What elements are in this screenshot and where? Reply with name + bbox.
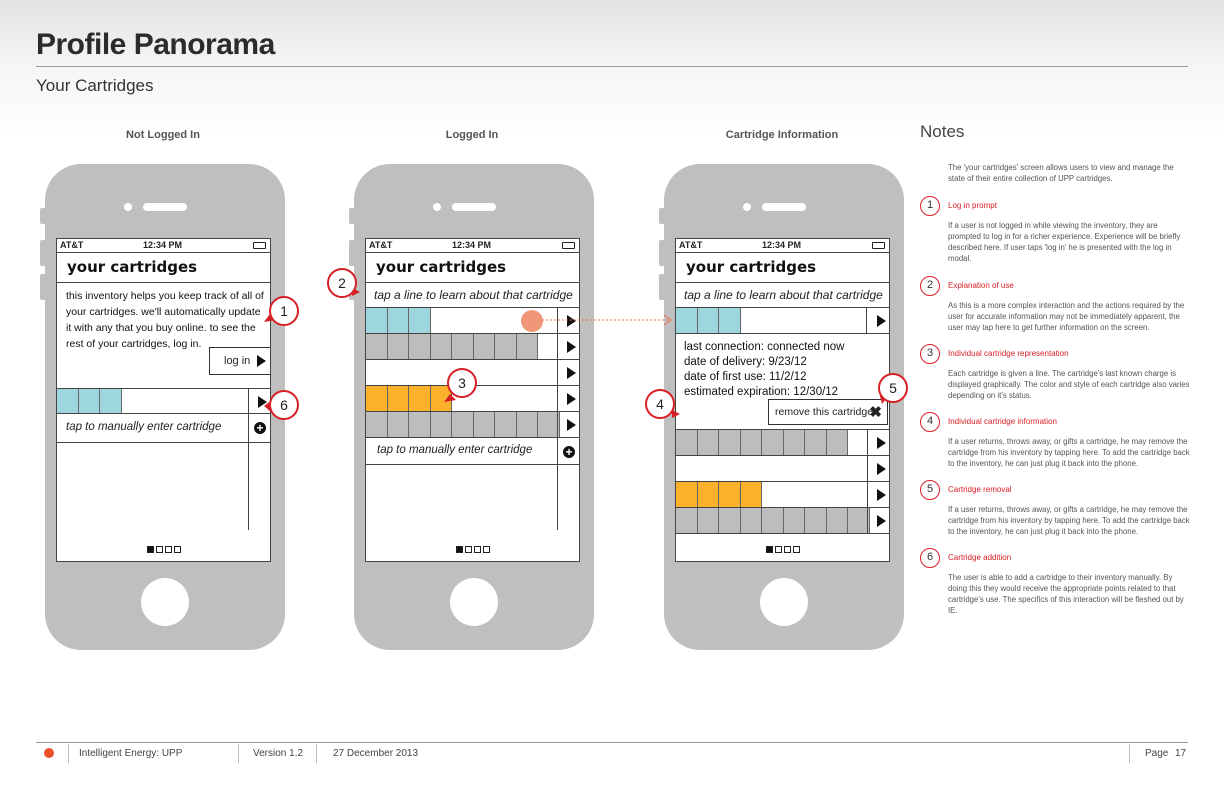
battery-icon (562, 242, 575, 249)
note-number: 5 (920, 480, 940, 500)
charge-cells (676, 308, 741, 333)
notes-intro: The 'your cartridges' screen allows users to view and manage the state of their entire collection of UPP cartridges. (948, 163, 1174, 183)
camera (433, 203, 441, 211)
callout-5: 5 (878, 373, 908, 403)
list-divider (248, 388, 249, 530)
carrier-label: AT&T (369, 240, 393, 250)
footer-page-label: Page (1145, 748, 1169, 759)
note-title: Log in prompt (948, 201, 997, 210)
clock: 12:34 PM (762, 240, 802, 250)
footer-version: Version 1.2 (253, 748, 304, 759)
phone-logged-in (354, 164, 594, 650)
manual-entry-label: tap to manually enter cartridge (66, 421, 222, 433)
chevron-right-icon[interactable] (567, 341, 576, 353)
footer-separator (68, 744, 69, 763)
status-bar (676, 239, 889, 253)
callout-4: 4 (645, 389, 675, 419)
remove-cartridge-label: remove this cartridge (775, 406, 874, 418)
footer-divider (36, 742, 1188, 743)
manual-entry-label: tap to manually enter cartridge (377, 444, 533, 456)
status-bar (366, 239, 579, 253)
remove-cartridge-button[interactable] (768, 399, 888, 425)
home-button (141, 578, 189, 626)
phone-not-logged-in (45, 164, 285, 650)
charge-cells (366, 412, 560, 437)
cartridge-info-lines (684, 340, 844, 400)
log-in-label: log in (224, 355, 251, 367)
battery-icon (253, 242, 266, 249)
log-in-button[interactable] (209, 347, 271, 375)
charge-cells (676, 482, 762, 507)
chevron-right-icon[interactable] (877, 489, 886, 501)
page-subtitle: Your Cartridges (36, 76, 154, 95)
page-title: Profile Panorama (36, 28, 275, 61)
note-title: Individual cartridge representation (948, 349, 1069, 358)
manual-entry-row[interactable] (57, 414, 270, 443)
page-indicator (456, 546, 490, 553)
cartridge-row[interactable] (366, 334, 579, 360)
list-divider (867, 430, 868, 534)
note-body: If a user is not logged in while viewing the inventory, they are prompted to log in for a richer experience. Experience will be briefly described here. If user taps 'log in' he is presented with the log in modal. (948, 221, 1181, 263)
footer-date: 27 December 2013 (333, 748, 419, 759)
speaker (762, 203, 806, 211)
note-number: 3 (920, 344, 940, 364)
callout-2: 2 (327, 268, 357, 298)
volume-down-button (659, 274, 665, 300)
footer-separator (238, 744, 239, 763)
column-heading-logged-in: Logged In (445, 129, 499, 141)
carrier-label: AT&T (679, 240, 703, 250)
note-body: If a user returns, throws away, or gifts a cartridge, he may remove the cartridge from his inventory by tapping here. To add the cartridge back to the inventory, he can just plug it back into the phone. (948, 437, 1190, 468)
cartridge-row[interactable] (676, 456, 889, 482)
footer-separator (316, 744, 317, 763)
chevron-right-icon[interactable] (877, 463, 886, 475)
header-divider (36, 66, 1188, 67)
note-number: 4 (920, 412, 940, 432)
note-body: Each cartridge is given a line. The cartridge's last known charge is displayed graphically. The color and style of each cartridge also varies depending on it's status. (948, 369, 1190, 400)
cartridge-row[interactable] (676, 482, 889, 508)
explanation-hint[interactable]: tap a line to learn about that cartridge (366, 283, 579, 308)
chevron-right-icon[interactable] (567, 419, 576, 431)
volume-up-button (349, 240, 355, 266)
list-divider (557, 308, 558, 530)
battery-icon (872, 242, 885, 249)
play-arrow-icon (257, 355, 266, 367)
cartridge-row-selected[interactable] (676, 308, 889, 334)
screen-title: your cartridges (366, 253, 579, 283)
home-button (760, 578, 808, 626)
charge-cells (366, 334, 538, 359)
charge-cells (676, 430, 848, 455)
charge-cells (57, 389, 122, 413)
delivery-date: date of delivery: 9/23/12 (684, 356, 807, 368)
explanation-hint[interactable]: tap a line to learn about that cartridge (676, 283, 889, 308)
phone-screen (365, 238, 580, 562)
chevron-right-icon[interactable] (877, 437, 886, 449)
footer-page-number: 17 (1175, 748, 1187, 759)
close-icon: ✖ (869, 404, 882, 421)
add-icon[interactable]: + (254, 422, 266, 434)
chevron-right-icon[interactable] (877, 315, 886, 327)
phone-screen (675, 238, 890, 562)
callout-3: 3 (447, 368, 477, 398)
camera (743, 203, 751, 211)
speaker (143, 203, 187, 211)
last-connection: last connection: connected now (684, 341, 845, 353)
cartridge-row[interactable] (366, 412, 579, 438)
note-body: As this is a more complex interaction and the actions required by the user for accurate information may not be immediately apparent, the user may tap here to get further information on the screen. (948, 301, 1185, 332)
notes-title: Notes (920, 122, 965, 141)
note-number: 1 (920, 196, 940, 216)
charge-cells (366, 308, 431, 333)
phone-cartridge-information (664, 164, 904, 650)
volume-up-button (40, 240, 46, 266)
speaker (452, 203, 496, 211)
cartridge-info-panel[interactable] (676, 334, 889, 430)
callout-1: 1 (269, 296, 299, 326)
brand-logo-icon (44, 748, 54, 758)
mute-switch (40, 208, 46, 224)
screen-title: your cartridges (676, 253, 889, 283)
manual-entry-row[interactable] (366, 438, 579, 465)
note-body: The user is able to add a cartridge to their inventory manually. By doing this they would receive the appropriate points related to that cartridge's use. The specifics of this interaction will be fleshed out by IE. (948, 573, 1184, 615)
note-title: Cartridge removal (948, 485, 1012, 494)
column-heading-cartridge-information: Cartridge Information (725, 129, 839, 141)
charge-cells (676, 508, 870, 533)
home-button (450, 578, 498, 626)
cartridge-row[interactable] (676, 508, 889, 534)
column-heading-not-logged-in: Not Logged In (126, 129, 200, 141)
charge-cells (366, 386, 452, 411)
volume-up-button (659, 240, 665, 266)
add-icon[interactable]: + (563, 446, 575, 458)
clock: 12:34 PM (143, 240, 183, 250)
phone-screen (56, 238, 271, 562)
note-number: 6 (920, 548, 940, 568)
callout-6: 6 (269, 390, 299, 420)
note-body: If a user returns, throws away, or gifts a cartridge, he may remove the cartridge from his inventory by tapping here. To add the cartridge back to the inventory, he can just plug it back into the phone. (948, 505, 1190, 536)
carrier-label: AT&T (60, 240, 84, 250)
page-indicator (766, 546, 800, 553)
status-bar (57, 239, 270, 253)
callout-pointers (0, 0, 1, 1)
first-use-date: date of first use: 11/2/12 (684, 371, 807, 383)
mute-switch (349, 208, 355, 224)
note-title: Explanation of use (948, 281, 1014, 290)
volume-down-button (40, 274, 46, 300)
note-number: 2 (920, 276, 940, 296)
footer-company: Intelligent Energy: UPP (79, 748, 183, 759)
page-indicator (147, 546, 181, 553)
transition-arrow (540, 312, 680, 328)
cartridge-row[interactable] (676, 430, 889, 456)
chevron-right-icon[interactable] (877, 515, 886, 527)
chevron-right-icon[interactable] (567, 367, 576, 379)
clock: 12:34 PM (452, 240, 492, 250)
footer-separator (1129, 744, 1130, 763)
estimated-expiration: estimated expiration: 12/30/12 (684, 386, 839, 398)
inventory-intro-text: this inventory helps you keep track of all of your cartridges. we'll automatically update it with any that you buy online. to see the rest of your cartridges, log in. (66, 290, 264, 350)
chevron-right-icon[interactable] (567, 393, 576, 405)
camera (124, 203, 132, 211)
note-title: Cartridge addition (948, 553, 1012, 562)
mute-switch (659, 208, 665, 224)
note-title: Individual cartridge information (948, 417, 1057, 426)
cartridge-row[interactable] (57, 388, 270, 414)
screen-title: your cartridges (57, 253, 270, 283)
